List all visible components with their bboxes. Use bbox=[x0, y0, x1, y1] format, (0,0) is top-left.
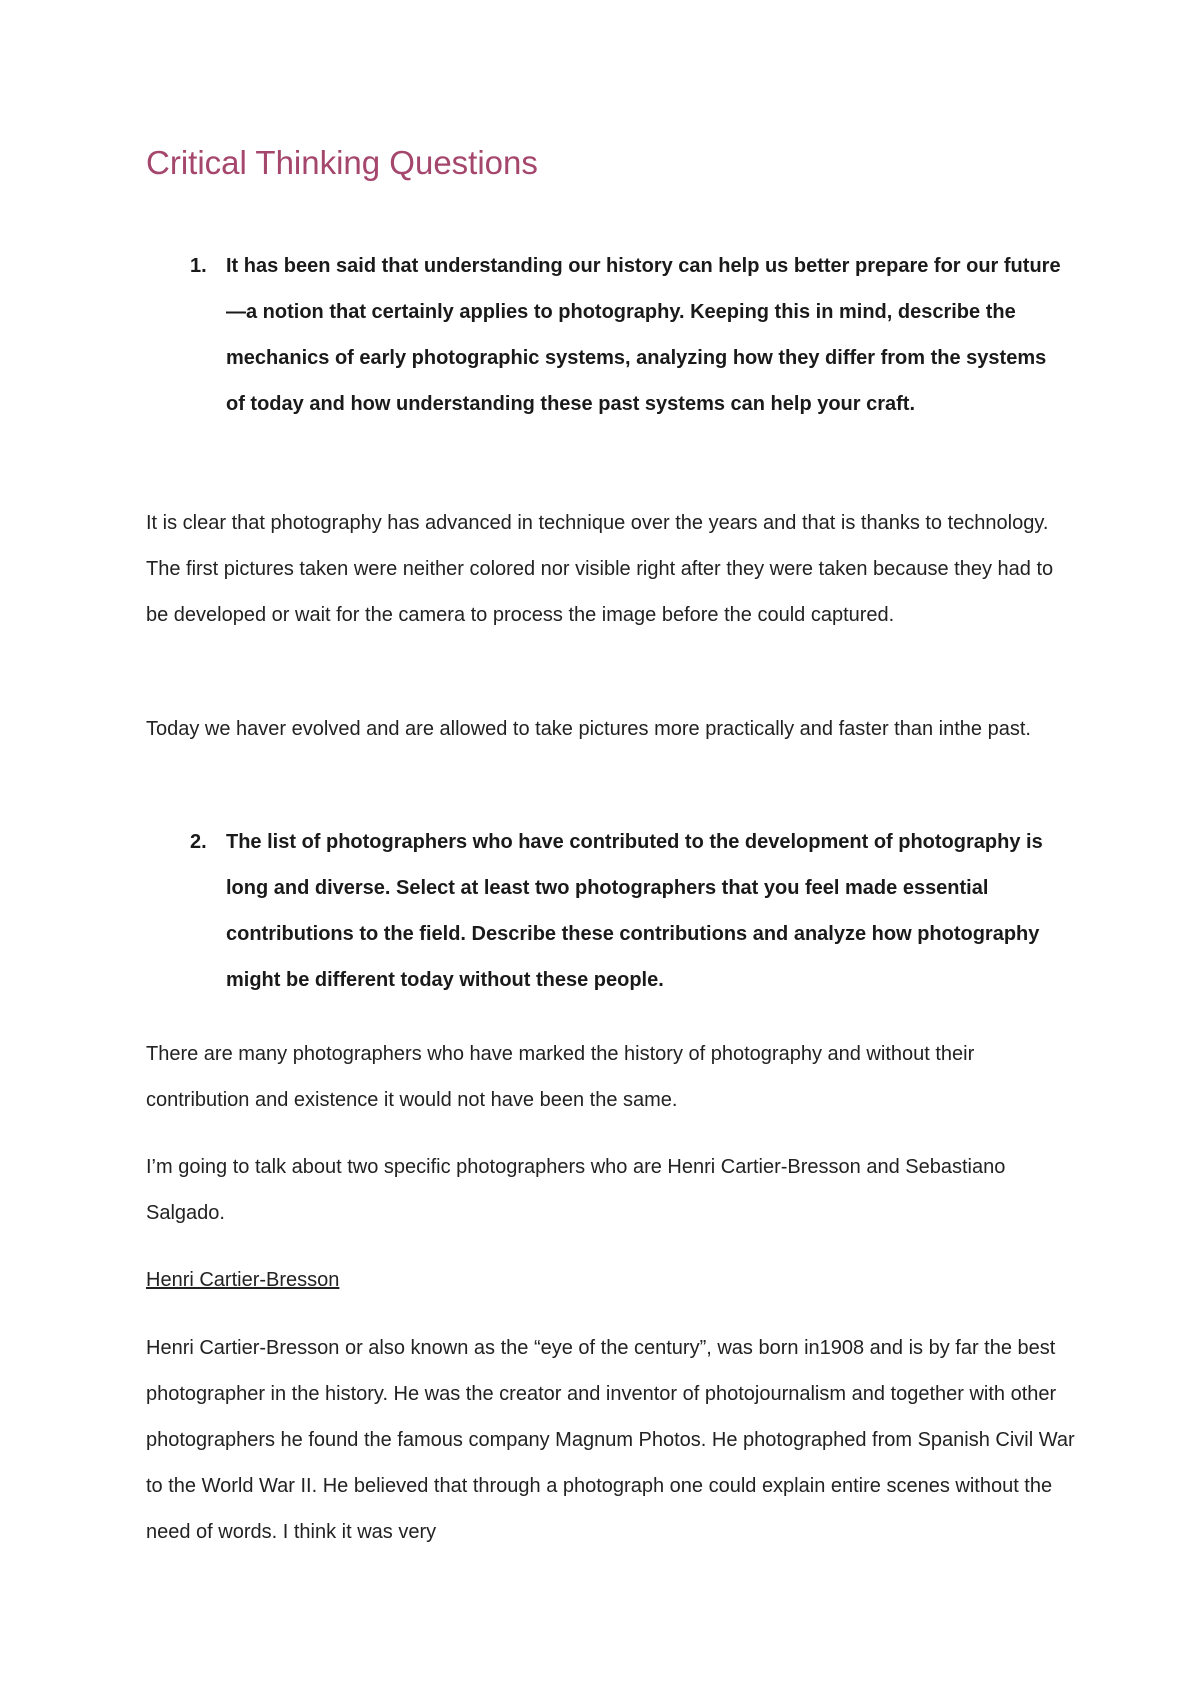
section-subheading: Henri Cartier-Bresson bbox=[146, 1269, 340, 1291]
question-text: The list of photographers who have contributed to the development of photography is long and diverse. Select at least two photographers that you feel made essential contributions to the field. Describe these contributions and analyze how photography might be different today without these people. bbox=[226, 831, 1043, 991]
question-1 bbox=[190, 243, 1070, 427]
answer-1-paragraph-1: It is clear that photography has advanced in technique over the years and that is thanks to technology. The first pictures taken were neither colored nor visible right after they were taken because they had to be developed or wait for the camera to process the image before the could captured. bbox=[146, 512, 1054, 626]
question-number: 1. bbox=[190, 255, 207, 277]
answer-1-paragraph-2: Today we haver evolved and are allowed to take pictures more practically and faster than inthe past. bbox=[146, 718, 1031, 740]
question-number: 2. bbox=[190, 831, 207, 853]
page-title: Critical Thinking Questions bbox=[146, 144, 538, 181]
question-2 bbox=[190, 819, 1070, 1003]
answer-2-paragraph-2: I’m going to talk about two specific photographers who are Henri Cartier-Bresson and Sebastiano Salgado. bbox=[146, 1156, 1006, 1224]
answer-2-paragraph-1: There are many photographers who have marked the history of photography and without their contribution and existence it would not have been the same. bbox=[146, 1043, 975, 1111]
question-text: It has been said that understanding our history can help us better prepare for our future—a notion that certainly applies to photography. Keeping this in mind, describe the mechanics of early photographic systems, analyzing how they differ from the systems of today and how understanding these past systems can help your craft. bbox=[226, 255, 1061, 415]
bio-paragraph: Henri Cartier-Bresson or also known as the “eye of the century”, was born in1908 and is by far the best photographer in the history. He was the creator and inventor of photojournalism and together with other photographers he found the famous company Magnum Photos. He photographed from Spanish Civil War to the World War II. He believed that through a photograph one could explain entire scenes without the need of words. I think it was very bbox=[146, 1337, 1075, 1543]
